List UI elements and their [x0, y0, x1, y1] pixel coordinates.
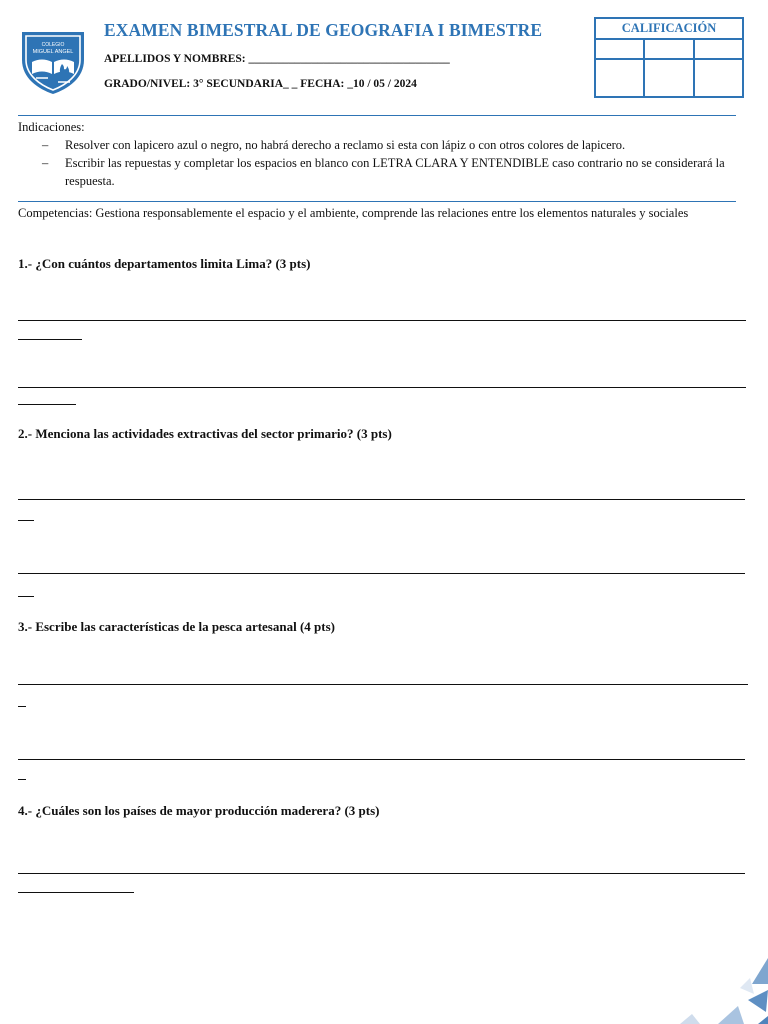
- question-4: 4.- ¿Cuáles son los países de mayor producción maderera? (3 pts): [18, 803, 380, 818]
- answer-line[interactable]: [18, 684, 748, 685]
- grade-cell[interactable]: [695, 60, 742, 98]
- answer-line[interactable]: [18, 387, 746, 388]
- answer-line[interactable]: [18, 873, 745, 874]
- answer-line[interactable]: [18, 892, 134, 893]
- grade-cell[interactable]: [645, 40, 694, 58]
- separator-line: [18, 201, 736, 202]
- grade-box-row: [596, 60, 742, 98]
- answer-line[interactable]: [18, 779, 26, 780]
- grade-cell[interactable]: [645, 60, 694, 98]
- grade-cell[interactable]: [596, 40, 645, 58]
- answer-line[interactable]: [18, 596, 34, 597]
- instruction-text: Escribir las repuestas y completar los espacios en blanco con LETRA CLARA Y ENTENDIBLE caso contrario no se considerará la respuesta.: [65, 156, 725, 188]
- grade-box-title: CALIFICACIÓN: [596, 19, 742, 40]
- exam-title: EXAMEN BIMESTRAL DE GEOGRAFIA I BIMESTRE: [104, 20, 543, 40]
- instruction-item: [42, 154, 742, 190]
- school-logo: [18, 26, 88, 96]
- answer-line[interactable]: [18, 404, 76, 405]
- grade-box: [594, 17, 744, 98]
- student-names-line[interactable]: APELLIDOS Y NOMBRES: ___________________________________: [104, 53, 450, 65]
- question-1: 1.- ¿Con cuántos departamentos limita Lima? (3 pts): [18, 256, 311, 271]
- logo-text-top: COLEGIO: [41, 42, 65, 48]
- answer-line[interactable]: [18, 573, 745, 574]
- answer-line[interactable]: [18, 520, 34, 521]
- answer-line[interactable]: [18, 339, 82, 340]
- grade-box-row: [596, 40, 742, 60]
- grade-date-line[interactable]: GRADO/NIVEL: 3° SECUNDARIA_ _ FECHA: _10 / 05 / 2024: [104, 78, 417, 90]
- instructions-title: Indicaciones:: [18, 120, 85, 134]
- competencies-text: Competencias: Gestiona responsablemente el espacio y el ambiente, comprende las relaciones entre los elementos naturales y sociales: [18, 206, 689, 220]
- separator-line: [18, 115, 736, 116]
- logo-text-mid: MIGUEL ANGEL: [32, 49, 74, 55]
- decorative-triangles-icon: [678, 954, 768, 1024]
- bullet-dash: –: [42, 138, 49, 152]
- question-3: 3.- Escribe las características de la pesca artesanal (4 pts): [18, 619, 335, 634]
- answer-line[interactable]: [18, 759, 745, 760]
- grade-cell[interactable]: [695, 40, 742, 58]
- answer-line[interactable]: [18, 499, 745, 500]
- instruction-item: [42, 136, 742, 154]
- instruction-text: Resolver con lapicero azul o negro, no habrá derecho a reclamo si esta con lápiz o con otros colores de lapicero.: [65, 138, 626, 152]
- bullet-dash: –: [42, 156, 49, 170]
- grade-cell[interactable]: [596, 60, 645, 98]
- instructions-list: [42, 136, 742, 190]
- answer-line[interactable]: [18, 706, 26, 707]
- answer-line[interactable]: [18, 320, 746, 321]
- question-2: 2.- Menciona las actividades extractivas del sector primario? (3 pts): [18, 426, 392, 441]
